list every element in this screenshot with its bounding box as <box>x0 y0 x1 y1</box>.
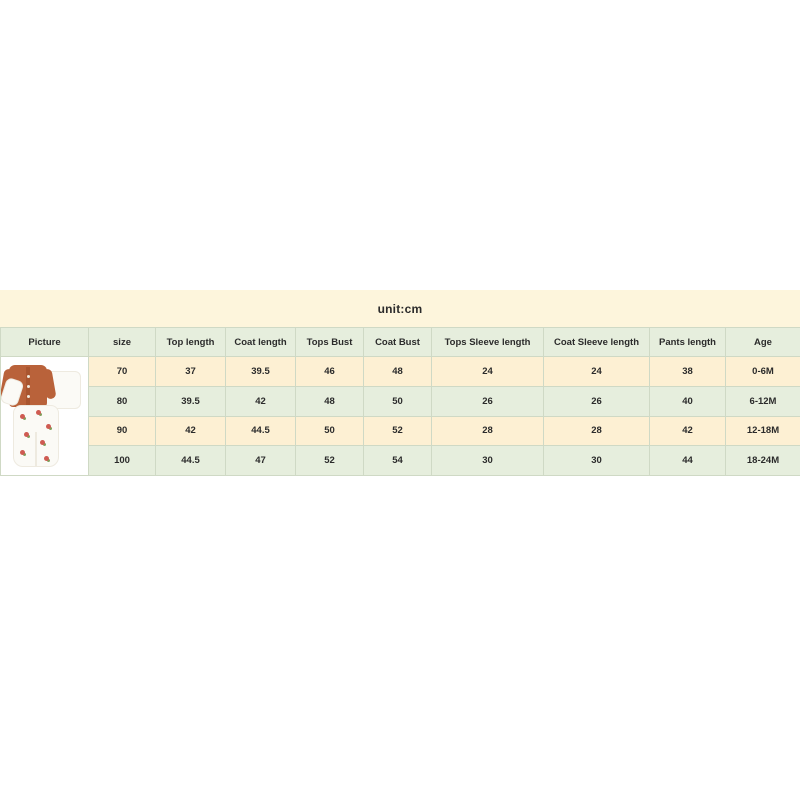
cell-tops-bust: 52 <box>296 446 364 476</box>
column-header-pants-length: Pants length <box>650 328 726 357</box>
coat-button <box>27 375 30 378</box>
column-header-coat-length: Coat length <box>226 328 296 357</box>
column-header-tops-sleeve-length: Tops Sleeve length <box>432 328 544 357</box>
table-row <box>1 386 800 416</box>
cell-tops-sleeve-length: 26 <box>432 386 544 416</box>
cell-coat-sleeve-length: 24 <box>544 357 650 387</box>
column-header-top-length: Top length <box>156 328 226 357</box>
floral-print-icon <box>36 410 41 415</box>
cell-pants-length: 40 <box>650 386 726 416</box>
cell-tops-bust: 50 <box>296 416 364 446</box>
cell-size: 70 <box>89 357 156 387</box>
cell-age: 12-18M <box>726 416 800 446</box>
floral-print-icon <box>24 432 29 437</box>
column-header-tops-bust: Tops Bust <box>296 328 364 357</box>
coat-button <box>27 385 30 388</box>
cell-coat-sleeve-length: 28 <box>544 416 650 446</box>
cell-coat-bust: 54 <box>364 446 432 476</box>
cell-size: 90 <box>89 416 156 446</box>
cell-age: 6-12M <box>726 386 800 416</box>
column-header-picture: Picture <box>1 328 89 357</box>
column-header-size: size <box>89 328 156 357</box>
cell-coat-bust: 52 <box>364 416 432 446</box>
cell-pants-length: 42 <box>650 416 726 446</box>
cell-top-length: 42 <box>156 416 226 446</box>
size-table <box>0 327 800 476</box>
size-chart <box>0 290 800 476</box>
cell-tops-bust: 48 <box>296 386 364 416</box>
table-header-row <box>1 328 800 357</box>
cell-size: 80 <box>89 386 156 416</box>
cell-top-length: 37 <box>156 357 226 387</box>
floral-print-icon <box>44 456 49 461</box>
column-header-coat-bust: Coat Bust <box>364 328 432 357</box>
unit-banner: unit:cm <box>0 290 800 327</box>
table-header <box>1 328 800 357</box>
cell-coat-length: 42 <box>226 386 296 416</box>
table-body <box>1 357 800 476</box>
cell-coat-bust: 50 <box>364 386 432 416</box>
cell-top-length: 39.5 <box>156 386 226 416</box>
coat-button <box>27 395 30 398</box>
column-header-age: Age <box>726 328 800 357</box>
table-row <box>1 357 800 387</box>
table-row <box>1 446 800 476</box>
cell-coat-length: 39.5 <box>226 357 296 387</box>
table-row <box>1 416 800 446</box>
floral-print-icon <box>40 440 45 445</box>
cell-age: 0-6M <box>726 357 800 387</box>
product-image <box>1 357 88 475</box>
cell-coat-bust: 48 <box>364 357 432 387</box>
cell-size: 100 <box>89 446 156 476</box>
cell-tops-sleeve-length: 28 <box>432 416 544 446</box>
floral-print-icon <box>20 414 25 419</box>
cell-top-length: 44.5 <box>156 446 226 476</box>
cell-tops-sleeve-length: 24 <box>432 357 544 387</box>
column-header-coat-sleeve-length: Coat Sleeve length <box>544 328 650 357</box>
cell-tops-bust: 46 <box>296 357 364 387</box>
product-image-cell <box>1 357 89 476</box>
cell-coat-sleeve-length: 30 <box>544 446 650 476</box>
floral-print-icon <box>46 424 51 429</box>
cell-pants-length: 38 <box>650 357 726 387</box>
cell-age: 18-24M <box>726 446 800 476</box>
cell-coat-length: 47 <box>226 446 296 476</box>
cell-pants-length: 44 <box>650 446 726 476</box>
floral-print-icon <box>20 450 25 455</box>
cell-coat-length: 44.5 <box>226 416 296 446</box>
outfit-illustration-icon <box>1 357 88 475</box>
pants-shape <box>13 405 59 467</box>
cell-tops-sleeve-length: 30 <box>432 446 544 476</box>
cell-coat-sleeve-length: 26 <box>544 386 650 416</box>
